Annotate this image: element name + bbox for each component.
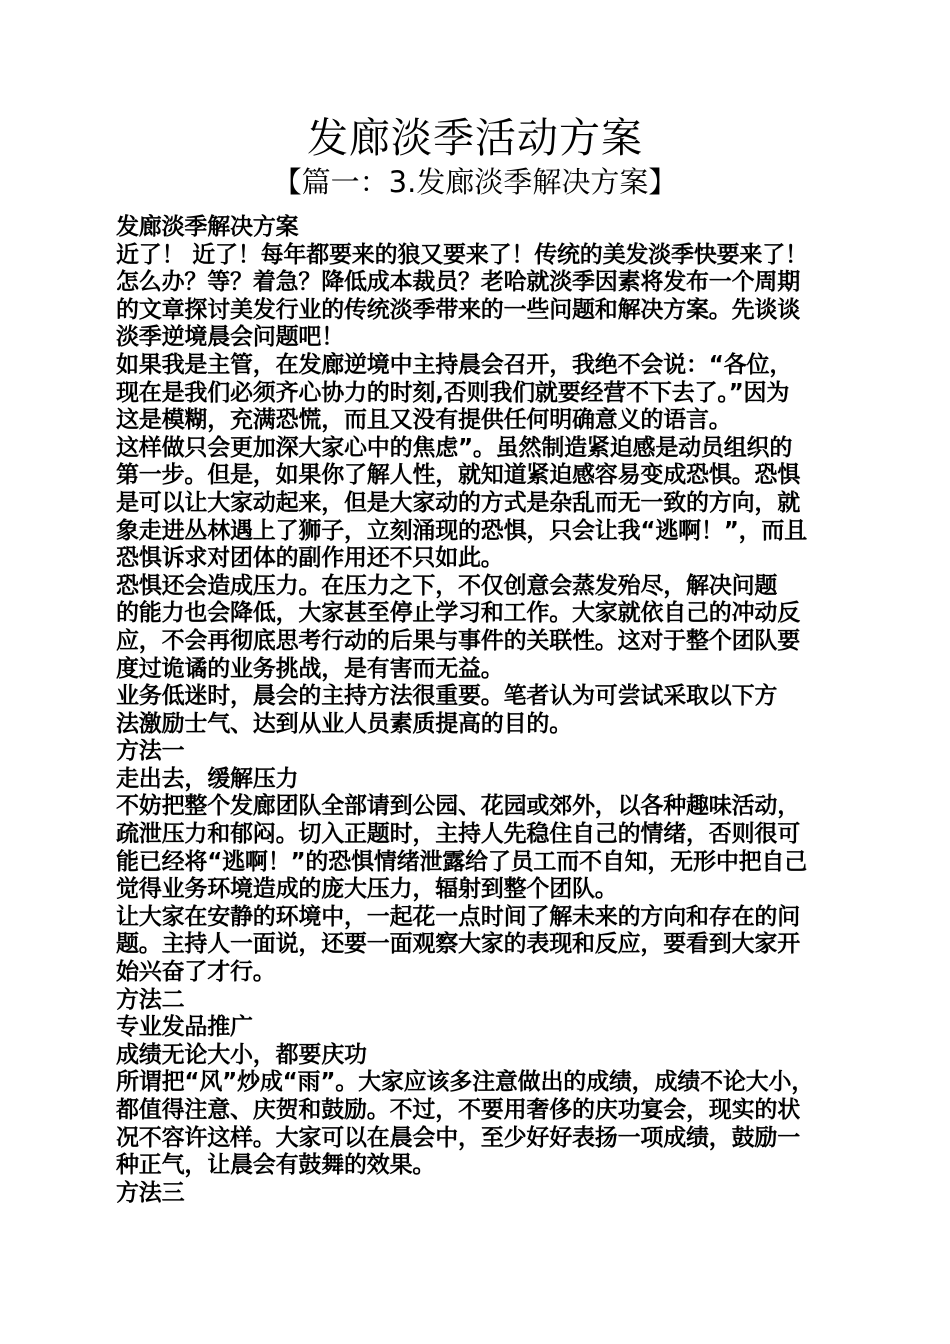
text-line: 业务低迷时，晨会的主持方法很重要。笔者认为可尝试采取以下方 [116, 683, 778, 710]
text-line: 的能力也会降低，大家甚至停止学习和工作。大家就依自己的冲动反 [116, 600, 801, 627]
text-line: 法激励士气、达到从业人员素质提高的目的。 [116, 710, 573, 737]
text-line: 是可以让大家动起来，但是大家动的方式是杂乱而无一致的方向，就 [116, 489, 801, 516]
text-line: 淡季逆境晨会问题吧！ [116, 324, 345, 351]
text-line: 第一步。但是，如果你了解人性，就知道紧迫感容易变成恐惧。恐惧 [116, 462, 801, 489]
text-line: 近了！ 近了！每年都要来的狼又要来了！传统的美发淡季快要来了！ [116, 241, 808, 268]
text-line: 觉得业务环境造成的庞大压力，辐射到整个团队。 [116, 876, 618, 903]
text-line: 始兴奋了才行。 [116, 959, 276, 986]
text-line: 能已经将“逃啊！”的恐惧情绪泄露给了员工而不自知，无形中把自己 [116, 848, 808, 875]
text-line: 走出去，缓解压力 [116, 765, 299, 792]
text-line: 恐惧诉求对团体的副作用还不只如此。 [116, 545, 504, 572]
text-line: 怎么办？等？着急？降低成本裁员？老哈就淡季因素将发布一个周期 [116, 269, 801, 296]
text-line: 方法一 [116, 738, 185, 765]
text-line: 恐惧还会造成压力。在压力之下，不仅创意会蒸发殆尽，解决问题 [116, 572, 778, 599]
text-line: 题。主持人一面说，还要一面观察大家的表现和反应，要看到大家开 [116, 931, 801, 958]
text-line: 发廊淡季解决方案 [116, 214, 299, 240]
page-subtitle: 【篇一：3.发廊淡季解决方案】 [272, 165, 678, 199]
text-line: 这是模糊，充满恐慌，而且又没有提供任何明确意义的语言。 [116, 407, 732, 434]
text-line: 都值得注意、庆贺和鼓励。不过，不要用奢侈的庆功宴会，现实的状 [116, 1097, 801, 1123]
text-line: 方法三 [116, 1179, 185, 1206]
text-line: 况不容许这样。大家可以在晨会中，至少好好表扬一项成绩，鼓励一 [116, 1124, 801, 1151]
text-line: 成绩无论大小，都要庆功 [116, 1041, 367, 1068]
page-title: 发廊淡季活动方案 [307, 114, 643, 162]
text-line: 疏泄压力和郁闷。切入正题时，主持人先稳住自己的情绪，否则很可 [116, 821, 801, 848]
text-line: 种正气，让晨会有鼓舞的效果。 [116, 1152, 436, 1179]
text-line: 这样做只会更加深大家心中的焦虑”。虽然制造紧迫感是动员组织的 [116, 434, 793, 461]
text-line: 象走进丛林遇上了狮子，立刻涌现的恐惧，只会让我“逃啊！”，而且 [116, 517, 808, 544]
text-line: 现在是我们必须齐心协力的时刻,否则我们就要经营不下去了。”因为 [116, 379, 790, 406]
text-line: 所谓把“风”炒成“雨”。大家应该多注意做出的成绩，成绩不论大小， [116, 1069, 815, 1096]
text-line: 方法二 [116, 986, 185, 1013]
text-line: 度过诡谲的业务挑战，是有害而无益。 [116, 655, 504, 682]
document-body [116, 214, 842, 1207]
text-line: 专业发品推广 [116, 1014, 253, 1041]
text-line: 让大家在安静的环境中，一起花一点时间了解未来的方向和存在的问 [116, 903, 801, 930]
text-line: 不妨把整个发廊团队全部请到公园、花园或郊外，以各种趣味活动， [116, 793, 801, 820]
text-line: 应，不会再彻底思考行动的后果与事件的关联性。这对于整个团队要 [116, 627, 801, 654]
text-line: 的文章探讨美发行业的传统淡季带来的一些问题和解决方案。先谈谈 [116, 296, 801, 323]
text-line: 如果我是主管，在发廊逆境中主持晨会召开，我绝不会说：“各位， [116, 351, 793, 378]
